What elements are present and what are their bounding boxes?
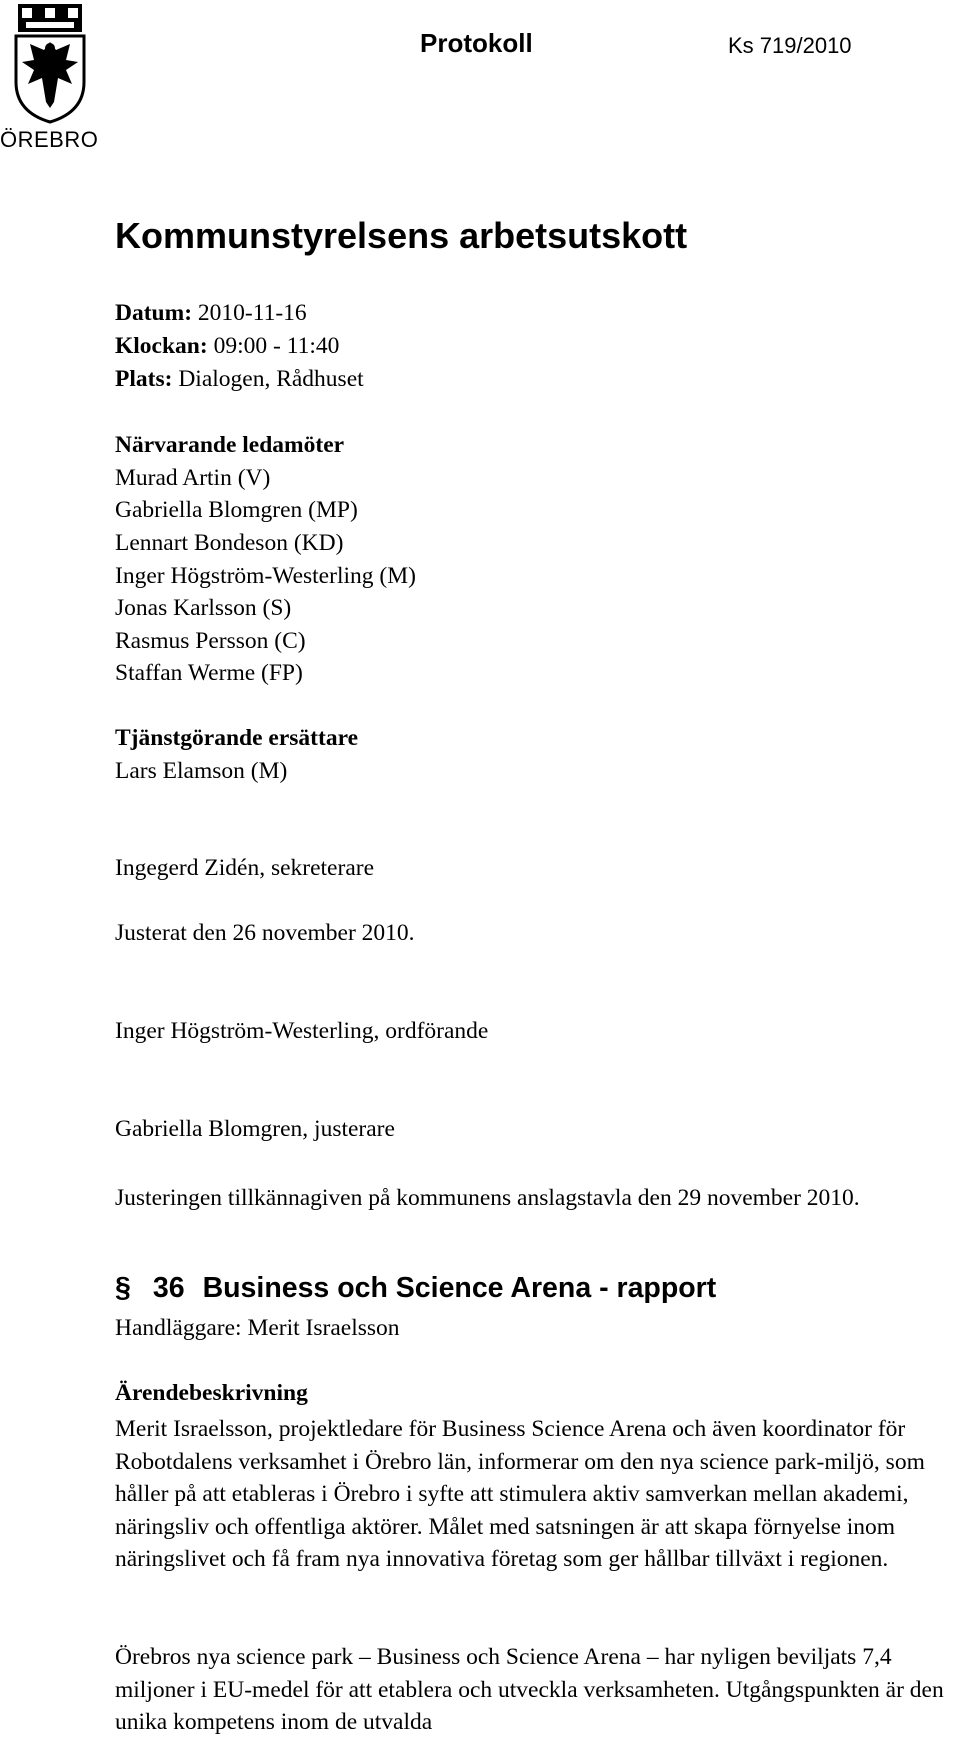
- date-label: Datum:: [115, 300, 193, 326]
- description-heading: Ärendebeskrivning: [115, 1380, 308, 1406]
- substitutes-heading: Tjänstgörande ersättare: [115, 725, 359, 751]
- member-item: Rasmus Persson (C): [115, 628, 306, 654]
- place-label: Plats:: [115, 366, 173, 392]
- time-label: Klockan:: [115, 333, 208, 359]
- description-paragraph: Örebros nya science park – Business och Science Arena – har nyligen beviljats 7,4 miljoner i EU-medel för att etablera och utveckla verksamheten. Utgångspunkten är den unika kompetens inom de utvalda: [115, 1644, 944, 1736]
- member-item: Murad Artin (V): [115, 465, 271, 491]
- meeting-place: [115, 366, 364, 393]
- case-handler: Handläggare: Merit Israelsson: [115, 1315, 400, 1341]
- substitute-item: Lars Elamson (M): [115, 758, 288, 784]
- members-heading: Närvarande ledamöter: [115, 432, 345, 458]
- place-value: Dialogen, Rådhuset: [178, 366, 364, 392]
- meeting-date: [115, 300, 307, 327]
- chair: Inger Högström-Westerling, ordförande: [115, 1018, 489, 1044]
- member-item: Gabriella Blomgren (MP): [115, 497, 358, 523]
- eagle-crest-icon: [12, 4, 88, 124]
- section-number: 36: [152, 1272, 185, 1304]
- meeting-time: [115, 333, 339, 360]
- member-item: Staffan Werme (FP): [115, 660, 303, 686]
- adjuster: Gabriella Blomgren, justerare: [115, 1116, 395, 1142]
- announcement: Justeringen tillkännagiven på kommunens anslagstavla den 29 november 2010.: [115, 1185, 860, 1211]
- logo-wordmark: ÖREBRO: [0, 127, 99, 152]
- adjusted-date: Justerat den 26 november 2010.: [115, 920, 415, 946]
- date-value: 2010-11-16: [197, 300, 307, 326]
- member-item: Jonas Karlsson (S): [115, 595, 292, 621]
- description-paragraph: Merit Israelsson, projektledare för Business Science Arena och även koordinator för Robotdalens verksamhet i Örebro län, informerar om den nya science park-miljö, som håller på att etableras i Örebro i syfte att stimulera aktiv samverkan mellan akademi, näringsliv och offentliga aktörer. Målet med satsningen är att skapa förnyelse inom näringslivet och få fram nya innovativa företag som ger hållbar tillväxt i regionen.: [115, 1416, 925, 1573]
- orebro-logo: [0, 0, 100, 152]
- section-symbol: §: [115, 1272, 131, 1304]
- section-title: [115, 1272, 716, 1305]
- case-reference: Ks 719/2010: [728, 33, 852, 58]
- page-title: Kommunstyrelsens arbetsutskott: [115, 215, 688, 256]
- document-type: Protokoll: [420, 28, 533, 58]
- time-value: 09:00 - 11:40: [213, 333, 340, 359]
- member-item: Inger Högström-Westerling (M): [115, 563, 416, 589]
- member-item: Lennart Bondeson (KD): [115, 530, 344, 556]
- section-heading: Business och Science Arena - rapport: [202, 1272, 717, 1304]
- secretary: Ingegerd Zidén, sekreterare: [115, 855, 375, 881]
